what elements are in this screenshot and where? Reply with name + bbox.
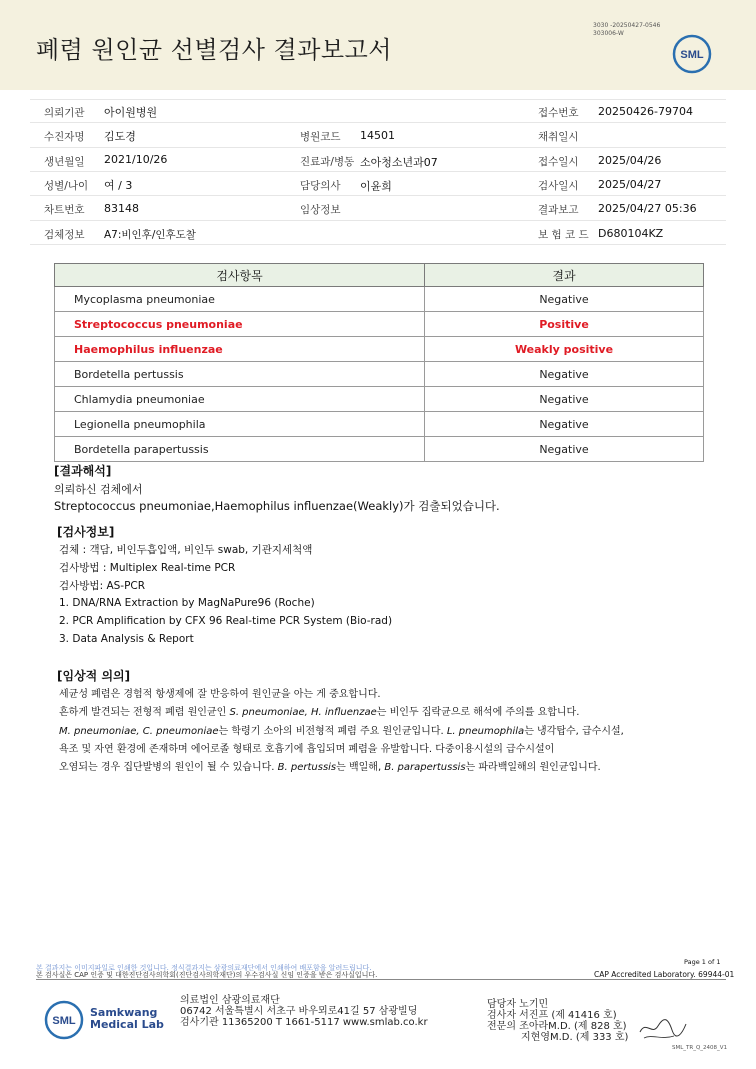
- text-span: 흔하게 발견되는 전형적 폐렴 원인균인: [59, 707, 230, 718]
- divider: [30, 122, 726, 123]
- test-info-line: 3. Data Analysis & Report: [59, 633, 194, 645]
- cap-accreditation: CAP Accredited Laboratory. 69944-01: [594, 970, 735, 979]
- test-result: Positive: [425, 312, 704, 337]
- text-span: 는 백일해,: [336, 762, 385, 773]
- interpretation-title: [결과해석]: [54, 464, 112, 478]
- divider: [30, 195, 726, 196]
- test-item: Legionella pneumophila: [55, 412, 425, 437]
- value-department: 소아청소년과07: [360, 156, 438, 169]
- value-specimen: A7:비인후/인후도찰: [104, 229, 196, 241]
- table-row: [55, 337, 704, 362]
- text-span: 는 비인두 집락균으로 해석에 주의를 요합니다.: [376, 707, 580, 718]
- lab-staff: [487, 999, 628, 1043]
- table-header-row: [55, 264, 704, 287]
- value-sex-age: 여 / 3: [104, 179, 133, 192]
- label-clinical-info: 임상정보: [300, 204, 341, 216]
- label-receipt-date: 접수일시: [538, 156, 579, 168]
- test-info-line: 검체 : 객담, 비인두흡입액, 비인두 swab, 기관지세척액: [59, 544, 313, 556]
- test-info-line: 1. DNA/RNA Extraction by MagNaPure96 (Roche): [59, 597, 315, 609]
- label-dob: 생년월일: [44, 156, 85, 168]
- divider: [30, 99, 726, 100]
- brand-line-1: Samkwang: [90, 1006, 158, 1019]
- test-info-line: 검사방법: AS-PCR: [59, 580, 146, 592]
- test-item: Mycoplasma pneumoniae: [55, 287, 425, 312]
- divider: [30, 147, 726, 148]
- label-insurance-code: 보 험 코 드: [538, 229, 589, 241]
- sml-footer-logo-icon: [44, 1000, 84, 1040]
- table-row: [55, 287, 704, 312]
- value-test-date: 2025/04/27: [598, 178, 662, 191]
- result-table: [54, 263, 704, 462]
- text-span: 는 냉각탑수, 급수시설,: [524, 726, 624, 737]
- clinical-meaning-line: 욕조 및 자연 환경에 존재하며 에어로졸 형태로 호흡기에 흡입되며 폐렴을 유발합니다. 다중이용시설의 급수시설이: [59, 744, 555, 755]
- label-chart-no: 차트번호: [44, 204, 85, 216]
- table-row: [55, 412, 704, 437]
- document-code-2: 303006-W: [593, 30, 624, 37]
- page-number: Page 1 of 1: [684, 958, 721, 966]
- table-row: [55, 437, 704, 462]
- document-code-1: 3030 -20250427-0546: [593, 22, 661, 29]
- test-item: Haemophilus influenzae: [55, 337, 425, 362]
- column-header-result: 결과: [425, 264, 704, 287]
- label-doctor: 담당의사: [300, 180, 341, 192]
- staff-line: 전문의 조아라M.D. (제 828 호): [487, 1021, 627, 1032]
- signature-icon: [638, 1014, 688, 1044]
- document-codes: [593, 22, 660, 38]
- staff-line: 검사자 서진프 (제 41416 호): [487, 1010, 617, 1021]
- value-report-date: 2025/04/27 05:36: [598, 202, 697, 215]
- organism-name: B. parapertussis: [384, 762, 466, 773]
- sml-logo-icon: [672, 34, 712, 74]
- test-item: Chlamydia pneumoniae: [55, 387, 425, 412]
- page-title: 폐렴 원인균 선별검사 결과보고서: [36, 36, 392, 64]
- test-result: Negative: [425, 412, 704, 437]
- form-code: SML_TR_Q_2408_V1: [672, 1045, 728, 1051]
- image-print-notice: 본 결과지는 이미지파일로 인쇄한 것입니다. 정식결과지는 삼광의료재단에서 인쇄하여 배포함을 알려드립니다.: [36, 964, 372, 972]
- clinical-meaning-line: [59, 722, 624, 737]
- value-dob: 2021/10/26: [104, 153, 168, 166]
- table-row: [55, 387, 704, 412]
- clinical-meaning-line: [59, 758, 601, 773]
- value-patient-name: 김도경: [104, 130, 136, 143]
- text-span: 는 학령기 소아의 비전형적 폐렴 주요 원인균입니다.: [218, 726, 447, 737]
- label-sex-age: 성별/나이: [44, 180, 89, 192]
- column-header-item: 검사항목: [55, 264, 425, 287]
- lab-address: [180, 995, 428, 1028]
- clinical-meaning-title: [임상적 의의]: [57, 669, 131, 683]
- address-line: 검사기관 11365200 T 1661-5117 www.smlab.co.kr: [180, 1017, 428, 1028]
- test-item: Streptococcus pneumoniae: [55, 312, 425, 337]
- brand-name: [90, 1007, 164, 1031]
- test-result: Negative: [425, 362, 704, 387]
- value-doctor: 이윤희: [360, 180, 392, 193]
- test-result: Negative: [425, 287, 704, 312]
- divider: [30, 171, 726, 172]
- value-institution: 아이원병원: [104, 106, 158, 119]
- label-department: 진료과/병동: [300, 156, 355, 168]
- address-line: 의료법인 삼광의료재단: [180, 995, 280, 1006]
- organism-name: B. pertussis: [277, 762, 337, 773]
- divider: [30, 244, 726, 245]
- divider: [30, 220, 726, 221]
- test-item: Bordetella parapertussis: [55, 437, 425, 462]
- address-line: 06742 서울특별시 서초구 바우뫼로41길 57 삼광빌딩: [180, 1006, 418, 1017]
- value-hospital-code: 14501: [360, 129, 395, 142]
- value-insurance-code: D680104KZ: [598, 227, 664, 240]
- brand-line-2: Medical Lab: [90, 1018, 164, 1031]
- value-receipt-date: 2025/04/26: [598, 154, 662, 167]
- test-item: Bordetella pertussis: [55, 362, 425, 387]
- label-patient-name: 수진자명: [44, 131, 85, 143]
- test-info-line: 2. PCR Amplification by CFX 96 Real-time PCR System (Bio-rad): [59, 615, 393, 627]
- staff-line: 담당자 노기민: [487, 999, 549, 1010]
- label-receipt-no: 접수번호: [538, 107, 579, 119]
- test-result: Negative: [425, 387, 704, 412]
- value-chart-no: 83148: [104, 202, 139, 215]
- label-hospital-code: 병원코드: [300, 131, 341, 143]
- organism-name: S. pneumoniae, H. influenzae: [229, 707, 377, 718]
- organism-name: L. pneumophila: [446, 726, 525, 737]
- accreditation-notice: 본 검사실은 CAP 인증 및 대한진단검사의학회(진단검사의학재단)의 우수검사실 신임 인증을 받은 검사실입니다.: [36, 971, 378, 979]
- text-span: 오염되는 경우 집단발병의 원인이 될 수 있습니다.: [59, 762, 278, 773]
- test-result: Negative: [425, 437, 704, 462]
- interpretation-line-1: 의뢰하신 검체에서: [54, 483, 143, 496]
- clinical-meaning-line: 세균성 폐렴은 경험적 항생제에 잘 반응하여 원인균을 아는 게 중요합니다.: [59, 689, 381, 700]
- footer-logo-text: SML: [52, 1015, 76, 1027]
- footer-divider: [36, 979, 726, 980]
- label-institution: 의뢰기관: [44, 107, 85, 119]
- clinical-meaning-line: [59, 703, 579, 718]
- test-info-line: 검사방법 : Multiplex Real-time PCR: [59, 562, 236, 574]
- staff-line: 지현영M.D. (제 333 호): [521, 1032, 629, 1043]
- test-result: Weakly positive: [425, 337, 704, 362]
- value-receipt-no: 20250426-79704: [598, 105, 693, 118]
- label-collect-date: 채취일시: [538, 131, 579, 143]
- label-report-date: 결과보고: [538, 204, 579, 216]
- interpretation-line-2: Streptococcus pneumoniae,Haemophilus influenzae(Weakly)가 검출되었습니다.: [54, 499, 500, 513]
- test-info-title: [검사정보]: [57, 525, 115, 539]
- logo-text: SML: [680, 49, 704, 61]
- label-specimen: 검체정보: [44, 229, 85, 241]
- table-row: [55, 362, 704, 387]
- label-test-date: 검사일시: [538, 180, 579, 192]
- text-span: 는 파라백일해의 원인균입니다.: [465, 762, 601, 773]
- table-row: [55, 312, 704, 337]
- organism-name: M. pneumoniae, C. pneumoniae: [59, 726, 219, 737]
